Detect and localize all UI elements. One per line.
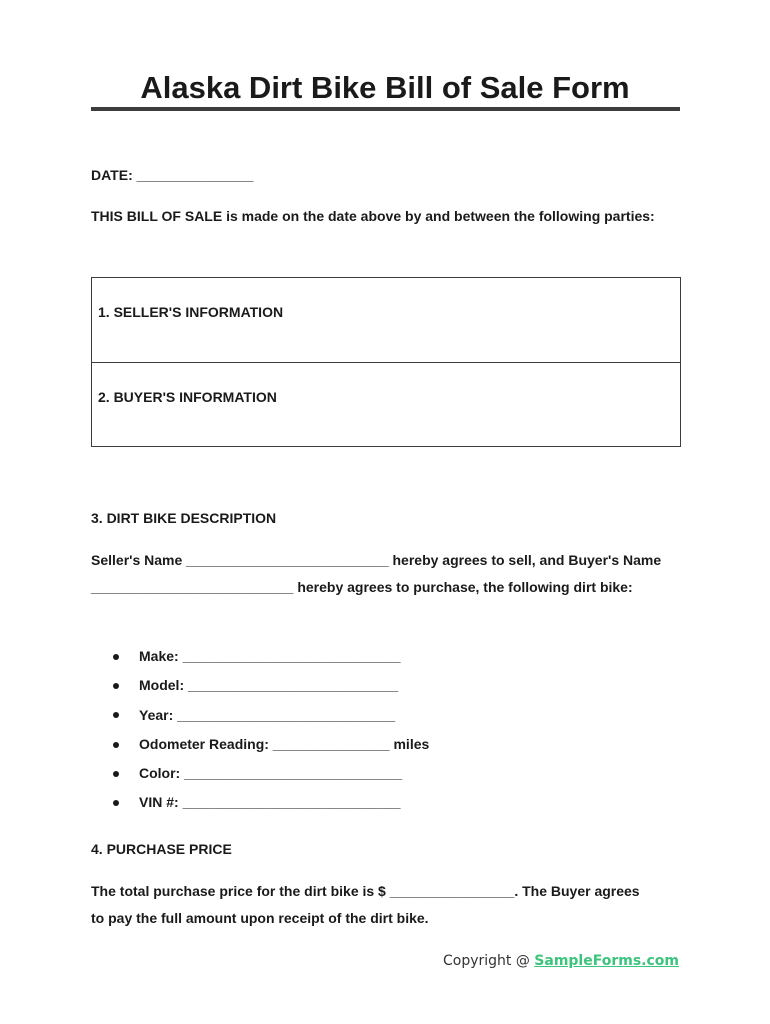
buyer-info-label: 2. BUYER'S INFORMATION <box>98 389 277 405</box>
bullet-icon <box>113 683 119 689</box>
party-info-table <box>91 277 681 447</box>
bullet-icon <box>113 654 119 660</box>
list-item-odometer <box>110 730 429 759</box>
purchase-price-paragraph: The total purchase price for the dirt bike is $ ________________. The Buyer agrees to pay the full amount upon receipt of the dirt bike. <box>91 883 640 926</box>
make-field: Make: ____________________________ <box>139 648 401 664</box>
list-item-model <box>110 671 429 700</box>
odometer-field: Odometer Reading: _______________ miles <box>139 735 430 752</box>
agreement-paragraph: Seller's Name __________________________ hereby agrees to sell, and Buyer's Name __________________________ hereby agrees to purchase, the following dirt bike: <box>91 552 662 595</box>
year-field: Year: ____________________________ <box>139 706 396 723</box>
bullet-icon <box>113 800 119 806</box>
dirt-bike-description-heading: 3. DIRT BIKE DESCRIPTION <box>91 510 277 526</box>
copyright-prefix: Copyright @ <box>442 953 535 969</box>
sampleforms-link[interactable]: SampleForms.com <box>534 953 679 969</box>
model-field: Model: ___________________________ <box>139 677 399 694</box>
purchase-price-heading: 4. PURCHASE PRICE <box>91 841 232 857</box>
intro-paragraph: THIS BILL OF SALE is made on the date above by and between the following parties: <box>91 208 655 224</box>
title-underline <box>91 107 680 111</box>
bullet-icon <box>113 742 119 748</box>
list-item-year <box>110 701 429 730</box>
seller-info-cell <box>92 278 680 362</box>
buyer-info-cell <box>92 362 680 446</box>
list-item-color <box>110 759 429 788</box>
document-title: Alaska Dirt Bike Bill of Sale Form <box>140 70 630 105</box>
list-item-vin <box>110 788 429 817</box>
bike-details-list <box>110 642 429 818</box>
bullet-icon <box>113 771 119 777</box>
bullet-icon <box>113 712 119 718</box>
vin-field: VIN #: ____________________________ <box>139 794 401 811</box>
copyright-footer <box>443 953 679 969</box>
list-item-make <box>110 642 429 671</box>
seller-info-label: 1. SELLER'S INFORMATION <box>98 304 284 320</box>
date-field: DATE: _______________ <box>91 167 254 183</box>
color-field: Color: ____________________________ <box>139 765 403 782</box>
